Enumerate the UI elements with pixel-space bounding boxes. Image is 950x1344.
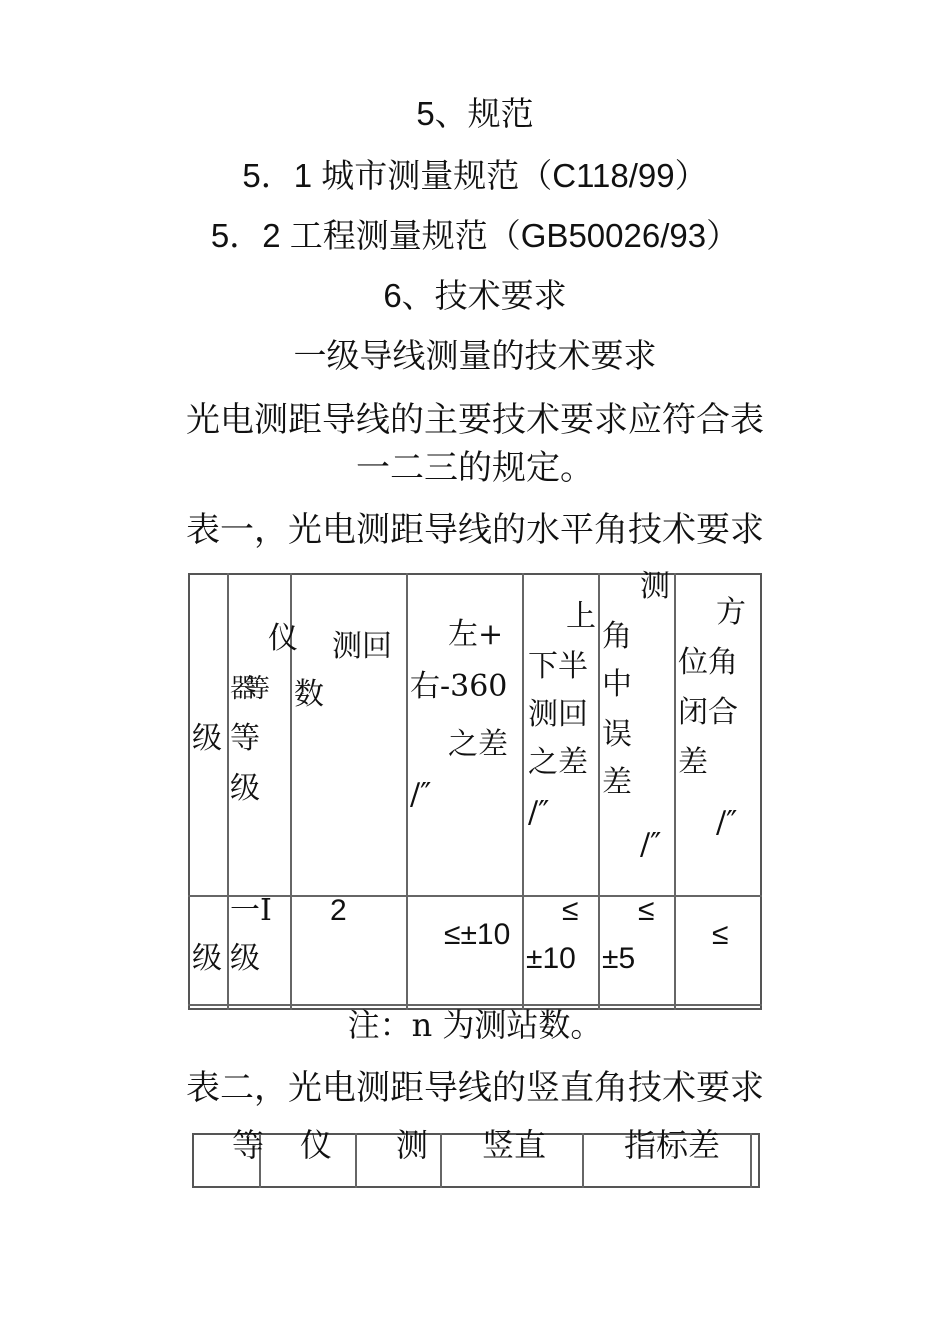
t1-h-col4d: /″: [410, 777, 432, 812]
table1-divider: [674, 573, 676, 1010]
t1-h-col4c: 之差: [448, 727, 508, 762]
t1-r1-c2b: 级: [230, 941, 260, 976]
intro-line-1: 光电测距导线的主要技术要求应符合表: [186, 400, 764, 440]
table2-caption: 表二，光电测距导线的竖直角技术要求: [186, 1068, 764, 1108]
t1-r1-c2a: 一I: [230, 893, 272, 928]
t1-h-col2b-2: 等: [230, 721, 260, 756]
t1-r1-c7: ≤: [712, 918, 729, 951]
section-heading-5: 5、规范: [416, 95, 534, 132]
table1-divider: [598, 573, 600, 1010]
t1-h-col2a: 仪: [268, 621, 298, 656]
t1-h-col5d: 之差: [528, 745, 588, 780]
t1-h-col6d: 误: [602, 717, 632, 752]
t1-h-col7a: 方: [716, 595, 746, 630]
t1-h-col7c: 闭合: [678, 695, 738, 730]
table1-row-divider: [188, 895, 762, 897]
t1-h-col7e: /″: [716, 805, 738, 840]
t1-h-col3b: 数: [294, 677, 324, 712]
t1-h-col4b: 右-360: [410, 669, 508, 704]
t1-h-col6a: 测: [640, 569, 670, 604]
section-heading-5-2: 5．2 工程测量规范（GB50026/93）: [210, 217, 740, 254]
t1-h-col6f: /″: [640, 827, 662, 862]
subsection-heading: 一级导线测量的技术要求: [293, 337, 657, 374]
t2-h-c1: 等: [232, 1126, 265, 1164]
t1-r1-c5a: ≤: [562, 894, 579, 927]
t2-h-c2: 仪: [300, 1126, 333, 1164]
t1-h-col2b: 器等: [230, 674, 259, 704]
intro-line-2: 一二三的规定。: [356, 448, 594, 488]
table2-divider: [355, 1133, 357, 1188]
t1-h-col2c: 级: [230, 771, 260, 806]
t1-r1-c5b: ±10: [526, 942, 576, 975]
t1-r1-c4: ≤±10: [444, 918, 511, 951]
table1-divider: [227, 573, 229, 1010]
t1-h-col7d: 差: [678, 745, 708, 780]
table2-divider: [750, 1133, 752, 1188]
section-heading-6: 6、技术要求: [383, 277, 567, 314]
t1-r1-c6a: ≤: [638, 894, 655, 927]
table1-note: 注：n 为测站数。: [347, 1006, 603, 1044]
t1-h-col5c: 测回: [528, 697, 588, 732]
t1-h-col3a: 测回: [332, 629, 392, 664]
t1-h-col7b: 位角: [678, 645, 738, 680]
table1-divider: [406, 573, 408, 1010]
t2-h-c5: 指标差: [624, 1126, 721, 1164]
t1-h-col1: 级: [192, 721, 222, 756]
t1-h-col4a: 左+: [448, 617, 504, 652]
t1-r1-c3: 2: [330, 894, 347, 927]
t1-h-col6e: 差: [602, 765, 632, 800]
t1-r1-c1: 级: [192, 941, 222, 976]
table1-caption: 表一，光电测距导线的水平角技术要求: [186, 510, 764, 550]
t2-h-c4: 竖直: [482, 1126, 547, 1164]
t1-h-col6c: 中: [602, 667, 632, 702]
table2-divider: [582, 1133, 584, 1188]
t1-r1-c6b: ±5: [602, 942, 636, 975]
t2-h-c3: 测: [396, 1126, 429, 1164]
t1-h-col6b: 角: [602, 619, 632, 654]
section-heading-5-1: 5．1 城市测量规范（C118/99）: [242, 157, 708, 194]
table2-divider: [440, 1133, 442, 1188]
t1-h-col5a: 上: [566, 599, 596, 634]
t1-h-col5e: /″: [528, 795, 550, 830]
table1-divider: [522, 573, 524, 1010]
t1-h-col5b: 下半: [528, 649, 588, 684]
